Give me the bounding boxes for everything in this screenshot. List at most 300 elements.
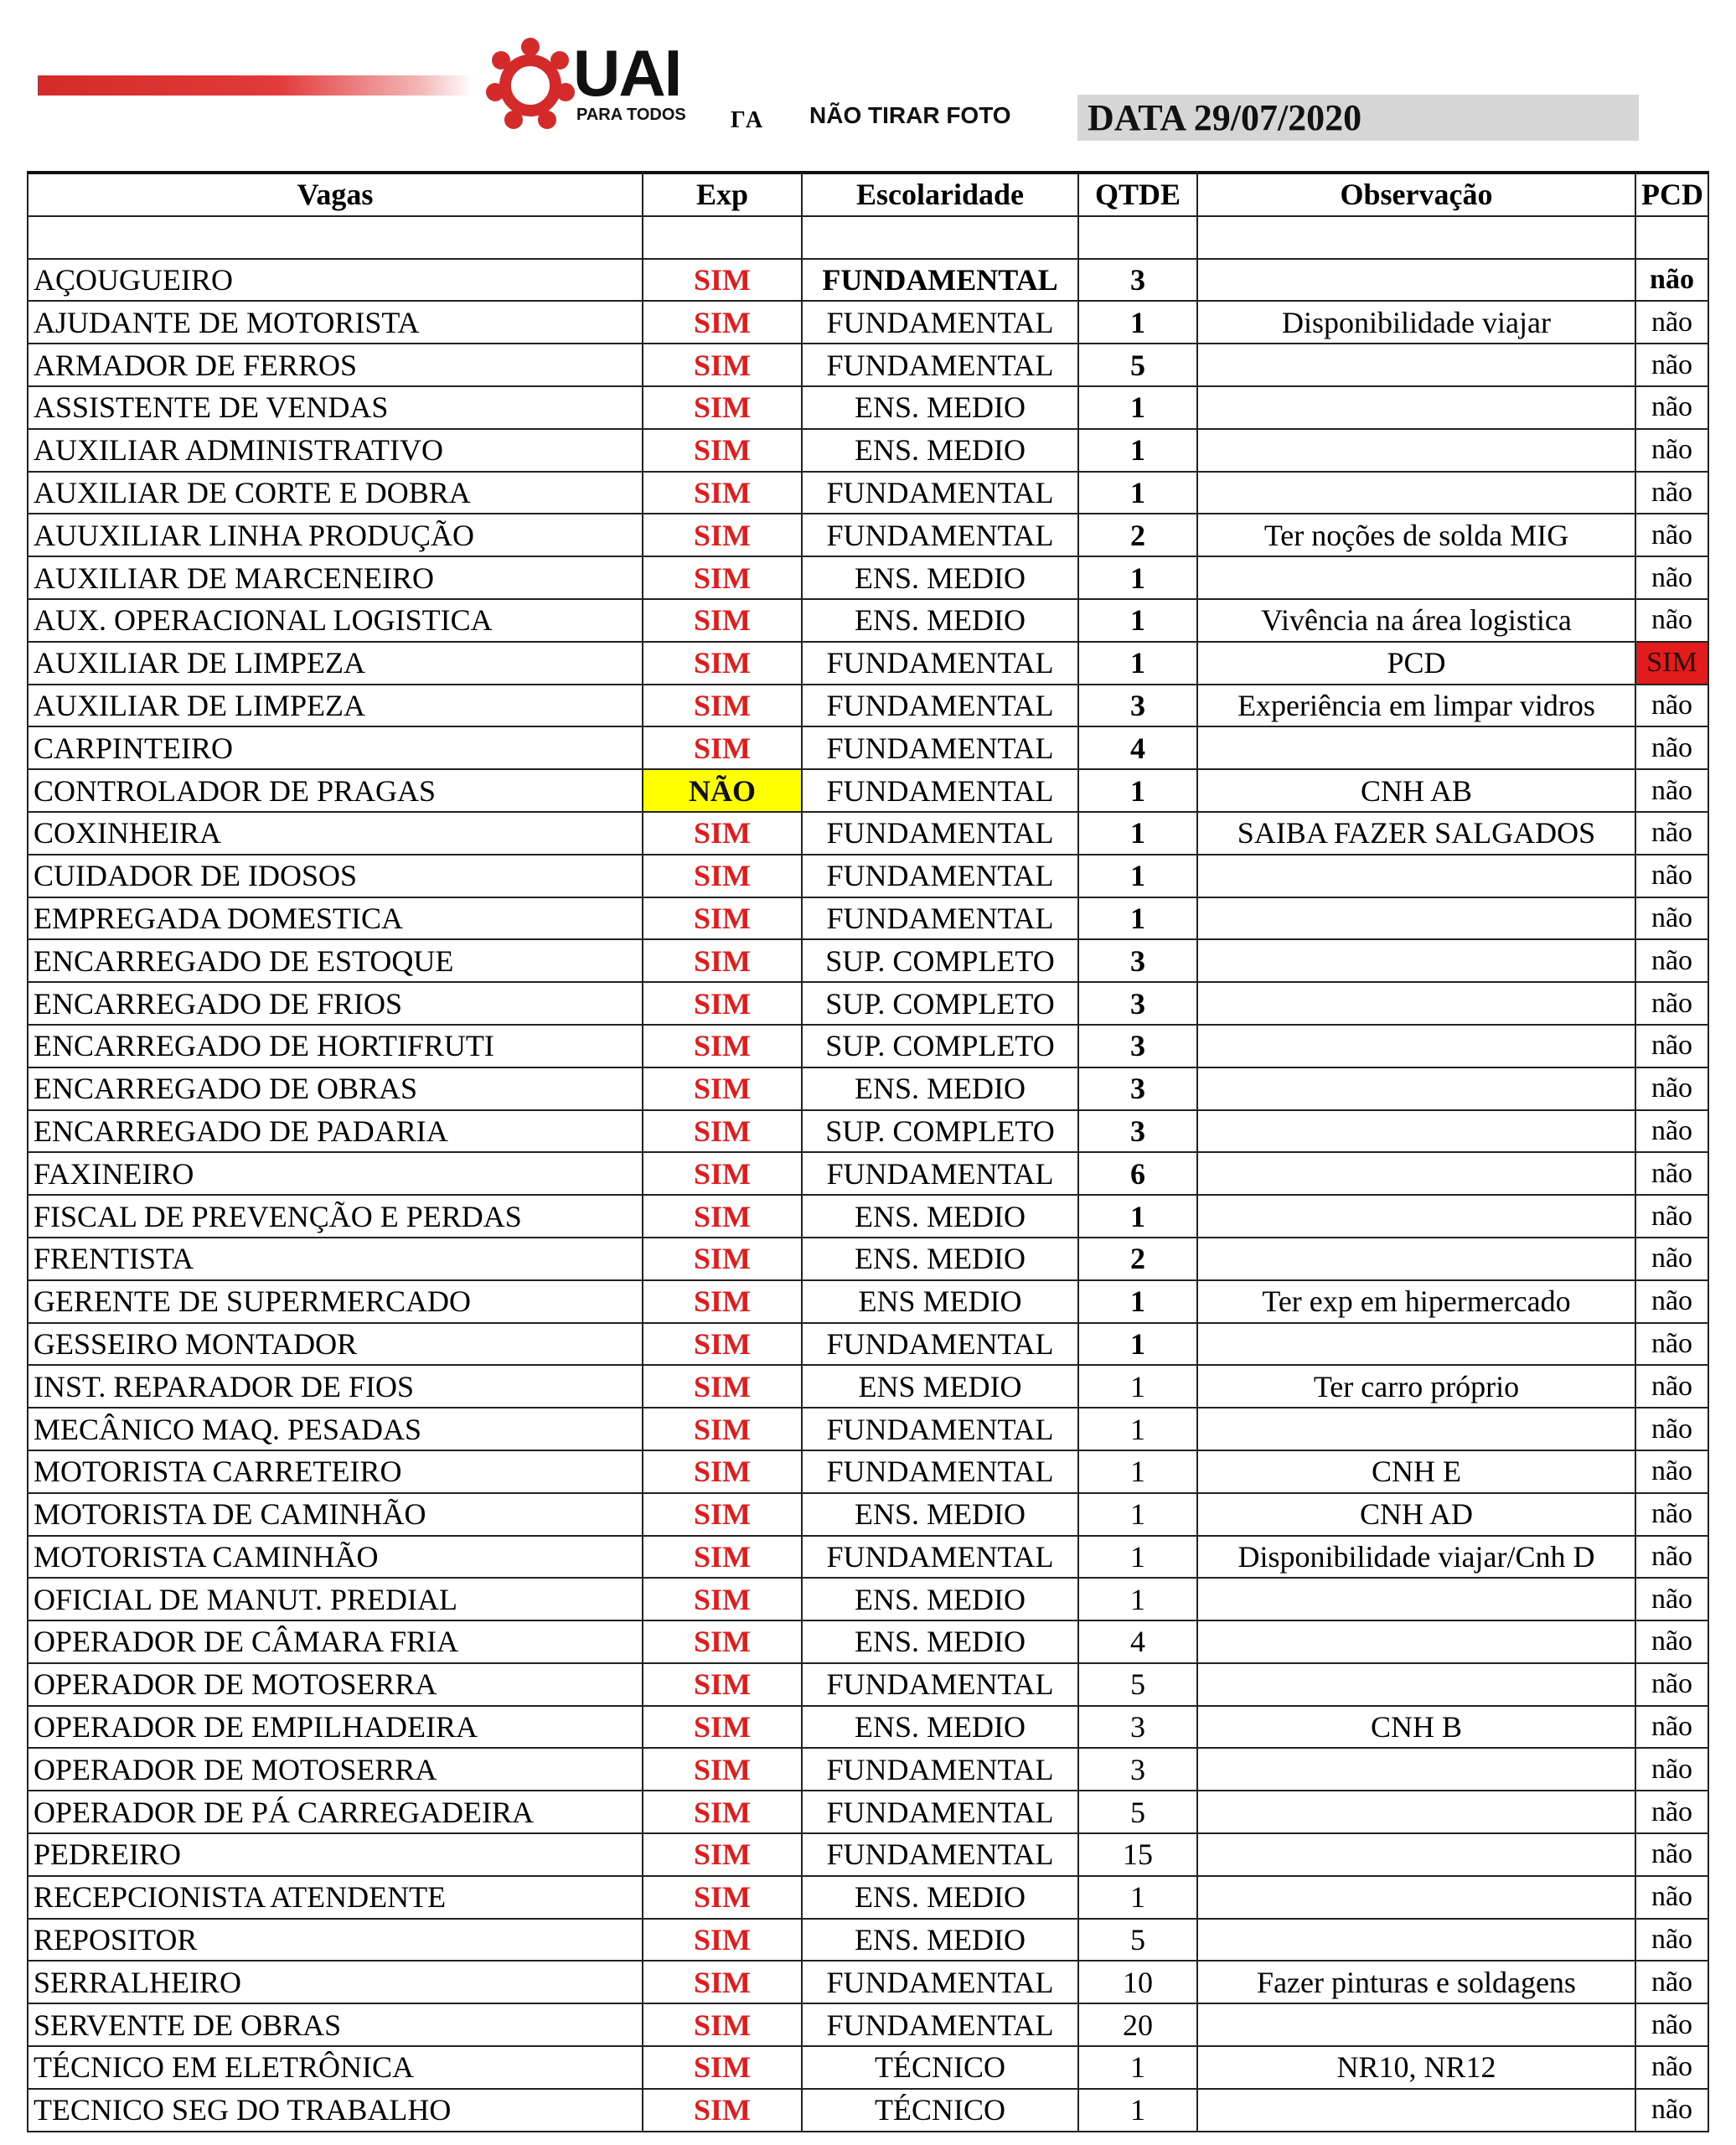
cell-qtde: 1 — [1078, 897, 1197, 940]
cell-escolaridade: ENS. MEDIO — [802, 1919, 1078, 1962]
job-vacancies-table — [27, 171, 1709, 2132]
cell-observacao — [1197, 556, 1635, 599]
table-row — [28, 429, 1708, 472]
cell-exp: SIM — [643, 1450, 802, 1493]
table-row — [28, 642, 1708, 685]
cell-escolaridade: ENS. MEDIO — [802, 1067, 1078, 1110]
cell-vaga: AUUXILIAR LINHA PRODUÇÃO — [28, 514, 643, 556]
cell-qtde: 1 — [1078, 1365, 1197, 1408]
cell-observacao — [1197, 344, 1635, 386]
cell-pcd: não — [1635, 1195, 1708, 1238]
cell-escolaridade: FUNDAMENTAL — [802, 812, 1078, 855]
cell-qtde: 1 — [1078, 1536, 1197, 1579]
cell-vaga: OPERADOR DE EMPILHADEIRA — [28, 1706, 643, 1749]
cell-observacao — [1197, 897, 1635, 940]
cell-escolaridade: FUNDAMENTAL — [802, 344, 1078, 386]
cell-vaga: CUIDADOR DE IDOSOS — [28, 855, 643, 897]
cell-observacao — [1197, 1578, 1635, 1620]
table-row — [28, 1706, 1708, 1749]
cell-vaga: AUXILIAR DE MARCENEIRO — [28, 556, 643, 599]
cell-vaga: AÇOUGUEIRO — [28, 259, 643, 302]
cell-observacao — [1197, 429, 1635, 472]
cell-pcd: não — [1635, 386, 1708, 429]
cell-observacao: CNH B — [1197, 1706, 1635, 1749]
cell-pcd: não — [1635, 1025, 1708, 1067]
table-row — [28, 897, 1708, 940]
cell-vaga: TÉCNICO EM ELETRÔNICA — [28, 2046, 643, 2089]
cell-escolaridade: ENS. MEDIO — [802, 599, 1078, 642]
cell-pcd: não — [1635, 1450, 1708, 1493]
cell-exp: SIM — [643, 642, 802, 685]
cell-pcd: não — [1635, 344, 1708, 386]
cell-escolaridade: FUNDAMENTAL — [802, 726, 1078, 769]
cell-pcd: não — [1635, 1578, 1708, 1620]
cell-observacao — [1197, 982, 1635, 1025]
cell-exp: SIM — [643, 897, 802, 940]
cell-qtde: 1 — [1078, 812, 1197, 855]
cell-exp: SIM — [643, 472, 802, 514]
table-row — [28, 1748, 1708, 1791]
cell-qtde: 1 — [1078, 472, 1197, 514]
cell-observacao — [1197, 1067, 1635, 1110]
cell-exp: SIM — [643, 1961, 802, 2003]
cell-exp: SIM — [643, 1833, 802, 1876]
table-row — [28, 472, 1708, 514]
cell-escolaridade: ENS. MEDIO — [802, 429, 1078, 472]
cell-qtde: 1 — [1078, 1493, 1197, 1536]
cell-exp: SIM — [643, 1919, 802, 1962]
cell-observacao — [1197, 1791, 1635, 1833]
cell-pcd: SIM — [1635, 642, 1708, 685]
cell-vaga: ENCARREGADO DE HORTIFRUTI — [28, 1025, 643, 1067]
table-row — [28, 1833, 1708, 1876]
table-row — [28, 1238, 1708, 1280]
cell-qtde: 3 — [1078, 1706, 1197, 1749]
cell-exp: SIM — [643, 1195, 802, 1238]
cell-pcd: não — [1635, 1110, 1708, 1153]
cell-qtde: 1 — [1078, 1450, 1197, 1493]
cell-escolaridade: FUNDAMENTAL — [802, 1152, 1078, 1195]
cell-pcd: não — [1635, 1833, 1708, 1876]
cell-observacao — [1197, 259, 1635, 302]
cell-pcd: não — [1635, 1706, 1708, 1749]
cell-exp: SIM — [643, 855, 802, 897]
cell-vaga: MOTORISTA CARRETEIRO — [28, 1450, 643, 1493]
date-box — [1077, 95, 1639, 141]
column-header-escolaridade: Escolaridade — [802, 173, 1078, 216]
cell-qtde: 1 — [1078, 1408, 1197, 1450]
cell-qtde: 3 — [1078, 939, 1197, 982]
cell-pcd: não — [1635, 685, 1708, 727]
cell-observacao — [1197, 1238, 1635, 1280]
people-circle-icon — [484, 34, 576, 134]
cell-pcd: não — [1635, 1620, 1708, 1663]
cell-qtde: 4 — [1078, 726, 1197, 769]
cell-exp: SIM — [643, 726, 802, 769]
cell-qtde: 1 — [1078, 1876, 1197, 1919]
cell-vaga: OPERADOR DE CÂMARA FRIA — [28, 1620, 643, 1663]
cell-exp: SIM — [643, 599, 802, 642]
cell-observacao: PCD — [1197, 642, 1635, 685]
cell-pcd: não — [1635, 599, 1708, 642]
table-row — [28, 1663, 1708, 1706]
cell-escolaridade: FUNDAMENTAL — [802, 1450, 1078, 1493]
cell-vaga: AJUDANTE DE MOTORISTA — [28, 301, 643, 344]
cell-vaga: SERVENTE DE OBRAS — [28, 2003, 643, 2046]
table-row — [28, 1195, 1708, 1238]
cell-observacao — [1197, 1323, 1635, 1366]
cell-escolaridade: FUNDAMENTAL — [802, 1408, 1078, 1450]
cell-qtde: 2 — [1078, 514, 1197, 556]
table-row — [28, 1110, 1708, 1153]
cell-escolaridade: ENS MEDIO — [802, 1365, 1078, 1408]
cell-escolaridade: ENS. MEDIO — [802, 1578, 1078, 1620]
cell-pcd: não — [1635, 1280, 1708, 1323]
cell-exp: SIM — [643, 1536, 802, 1579]
table-row — [28, 1493, 1708, 1536]
table-row — [28, 769, 1708, 812]
cell-escolaridade: FUNDAMENTAL — [802, 855, 1078, 897]
column-header-observacao: Observação — [1197, 173, 1635, 216]
cell-pcd: não — [1635, 2003, 1708, 2046]
cell-escolaridade: FUNDAMENTAL — [802, 1536, 1078, 1579]
cell-vaga: RECEPCIONISTA ATENDENTE — [28, 1876, 643, 1919]
cell-escolaridade: FUNDAMENTAL — [802, 514, 1078, 556]
cell-exp: SIM — [643, 685, 802, 727]
header-red-bar — [38, 75, 473, 96]
cell-observacao: CNH AB — [1197, 769, 1635, 812]
cell-observacao — [1197, 855, 1635, 897]
cell-observacao — [1197, 472, 1635, 514]
cell-pcd: não — [1635, 812, 1708, 855]
table-row — [28, 301, 1708, 344]
cell-qtde: 1 — [1078, 1195, 1197, 1238]
cell-qtde: 1 — [1078, 2046, 1197, 2089]
cell-observacao — [1197, 1152, 1635, 1195]
cell-vaga: ARMADOR DE FERROS — [28, 344, 643, 386]
cell-qtde: 1 — [1078, 429, 1197, 472]
cell-pcd: não — [1635, 1238, 1708, 1280]
table-row — [28, 2046, 1708, 2089]
cell-observacao: Ter carro próprio — [1197, 1365, 1635, 1408]
cell-escolaridade: SUP. COMPLETO — [802, 939, 1078, 982]
cell-exp: SIM — [643, 1493, 802, 1536]
cell-observacao — [1197, 1195, 1635, 1238]
cell-escolaridade: ENS. MEDIO — [802, 1706, 1078, 1749]
table-row — [28, 259, 1708, 302]
cell-vaga: ENCARREGADO DE OBRAS — [28, 1067, 643, 1110]
cell-escolaridade: FUNDAMENTAL — [802, 1748, 1078, 1791]
cell-exp: SIM — [643, 1323, 802, 1366]
cell-exp: SIM — [643, 1876, 802, 1919]
cell-escolaridade: FUNDAMENTAL — [802, 1791, 1078, 1833]
table-row — [28, 726, 1708, 769]
cell-escolaridade: FUNDAMENTAL — [802, 897, 1078, 940]
cell-vaga: OPERADOR DE PÁ CARREGADEIRA — [28, 1791, 643, 1833]
cell-observacao: Ter exp em hipermercado — [1197, 1280, 1635, 1323]
table-row — [28, 1450, 1708, 1493]
cell-escolaridade: FUNDAMENTAL — [802, 1833, 1078, 1876]
table-row — [28, 514, 1708, 556]
cell-escolaridade: FUNDAMENTAL — [802, 1663, 1078, 1706]
cell-escolaridade: ENS. MEDIO — [802, 556, 1078, 599]
cell-pcd: não — [1635, 429, 1708, 472]
cell-exp: SIM — [643, 2089, 802, 2132]
cell-escolaridade: SUP. COMPLETO — [802, 982, 1078, 1025]
cell-escolaridade: FUNDAMENTAL — [802, 2003, 1078, 2046]
table-row — [28, 855, 1708, 897]
cell-vaga: PEDREIRO — [28, 1833, 643, 1876]
cell-vaga: MOTORISTA CAMINHÃO — [28, 1536, 643, 1579]
column-header-pcd: PCD — [1635, 173, 1708, 216]
cell-qtde: 4 — [1078, 1620, 1197, 1663]
cell-pcd: não — [1635, 1791, 1708, 1833]
cell-observacao: SAIBA FAZER SALGADOS — [1197, 812, 1635, 855]
cell-qtde: 5 — [1078, 1791, 1197, 1833]
cell-vaga: CONTROLADOR DE PRAGAS — [28, 769, 643, 812]
cell-pcd: não — [1635, 855, 1708, 897]
cell-vaga: ENCARREGADO DE FRIOS — [28, 982, 643, 1025]
cell-vaga: FAXINEIRO — [28, 1152, 643, 1195]
cell-exp: SIM — [643, 514, 802, 556]
cell-pcd: não — [1635, 514, 1708, 556]
cell-qtde: 10 — [1078, 1961, 1197, 2003]
cell-escolaridade: ENS. MEDIO — [802, 386, 1078, 429]
table-row — [28, 1067, 1708, 1110]
cell-pcd: não — [1635, 769, 1708, 812]
cell-exp: SIM — [643, 2003, 802, 2046]
column-header-exp: Exp — [643, 173, 802, 216]
cell-vaga: OPERADOR DE MOTOSERRA — [28, 1748, 643, 1791]
cell-qtde: 1 — [1078, 855, 1197, 897]
cell-observacao — [1197, 386, 1635, 429]
cell-vaga: COXINHEIRA — [28, 812, 643, 855]
cell-qtde: 5 — [1078, 1663, 1197, 1706]
cell-pcd: não — [1635, 2046, 1708, 2089]
cell-qtde: 1 — [1078, 1578, 1197, 1620]
cell-observacao — [1197, 1748, 1635, 1791]
cell-qtde: 20 — [1078, 2003, 1197, 2046]
cell-pcd: não — [1635, 301, 1708, 344]
cell-pcd: não — [1635, 1152, 1708, 1195]
cell-vaga: AUXILIAR DE LIMPEZA — [28, 642, 643, 685]
cell-vaga: FRENTISTA — [28, 1238, 643, 1280]
cell-exp: SIM — [643, 1706, 802, 1749]
cell-qtde: 3 — [1078, 259, 1197, 302]
column-header-qtde: QTDE — [1078, 173, 1197, 216]
cell-qtde: 3 — [1078, 1067, 1197, 1110]
cell-observacao — [1197, 1110, 1635, 1153]
no-photo-notice: NÃO TIRAR FOTO — [809, 102, 1011, 128]
table-row — [28, 982, 1708, 1025]
table-row — [28, 1961, 1708, 2003]
table-row — [28, 812, 1708, 855]
cell-pcd: não — [1635, 726, 1708, 769]
cell-exp: SIM — [643, 1620, 802, 1663]
cell-exp: SIM — [643, 1791, 802, 1833]
cell-pcd: não — [1635, 2089, 1708, 2132]
table-row — [28, 1365, 1708, 1408]
cell-exp: SIM — [643, 1025, 802, 1067]
cell-qtde: 1 — [1078, 599, 1197, 642]
cell-exp: SIM — [643, 1748, 802, 1791]
cell-exp: SIM — [643, 1152, 802, 1195]
cell-exp: SIM — [643, 344, 802, 386]
cell-qtde: 1 — [1078, 642, 1197, 685]
cell-exp: SIM — [643, 812, 802, 855]
cell-observacao — [1197, 1663, 1635, 1706]
cell-qtde: 1 — [1078, 769, 1197, 812]
cell-vaga: OFICIAL DE MANUT. PREDIAL — [28, 1578, 643, 1620]
date-text: DATA 29/07/2020 — [1088, 97, 1362, 138]
cell-vaga: GESSEIRO MONTADOR — [28, 1323, 643, 1366]
cell-escolaridade: SUP. COMPLETO — [802, 1025, 1078, 1067]
cell-vaga: MOTORISTA DE CAMINHÃO — [28, 1493, 643, 1536]
table-row — [28, 1025, 1708, 1067]
cell-exp: SIM — [643, 556, 802, 599]
table-row — [28, 556, 1708, 599]
cell-exp: SIM — [643, 1578, 802, 1620]
cell-vaga: ENCARREGADO DE ESTOQUE — [28, 939, 643, 982]
cell-escolaridade: ENS MEDIO — [802, 1280, 1078, 1323]
cell-vaga: ASSISTENTE DE VENDAS — [28, 386, 643, 429]
cell-pcd: não — [1635, 1365, 1708, 1408]
cell-vaga: TECNICO SEG DO TRABALHO — [28, 2089, 643, 2132]
cell-pcd: não — [1635, 1408, 1708, 1450]
cell-vaga: SERRALHEIRO — [28, 1961, 643, 2003]
cell-escolaridade: FUNDAMENTAL — [802, 301, 1078, 344]
cell-vaga: MECÂNICO MAQ. PESADAS — [28, 1408, 643, 1450]
cell-observacao: Vivência na área logistica — [1197, 599, 1635, 642]
cell-observacao: Disponibilidade viajar/Cnh D — [1197, 1536, 1635, 1579]
cell-qtde: 1 — [1078, 301, 1197, 344]
cell-qtde: 1 — [1078, 1280, 1197, 1323]
cell-qtde: 2 — [1078, 1238, 1197, 1280]
cell-observacao — [1197, 1025, 1635, 1067]
cell-observacao — [1197, 1620, 1635, 1663]
cell-pcd: não — [1635, 982, 1708, 1025]
partial-text: ΓA — [731, 107, 763, 133]
cell-escolaridade: ENS. MEDIO — [802, 1493, 1078, 1536]
cell-qtde: 1 — [1078, 1323, 1197, 1366]
cell-vaga: AUX. OPERACIONAL LOGISTICA — [28, 599, 643, 642]
cell-pcd: não — [1635, 1493, 1708, 1536]
cell-qtde: 1 — [1078, 2089, 1197, 2132]
cell-qtde: 3 — [1078, 1748, 1197, 1791]
cell-pcd: não — [1635, 259, 1708, 302]
cell-exp: SIM — [643, 1280, 802, 1323]
cell-vaga: EMPREGADA DOMESTICA — [28, 897, 643, 940]
cell-qtde: 5 — [1078, 344, 1197, 386]
cell-escolaridade: ENS. MEDIO — [802, 1620, 1078, 1663]
cell-pcd: não — [1635, 1919, 1708, 1962]
cell-vaga: CARPINTEIRO — [28, 726, 643, 769]
cell-escolaridade: TÉCNICO — [802, 2046, 1078, 2089]
cell-pcd: não — [1635, 1961, 1708, 2003]
cell-observacao — [1197, 726, 1635, 769]
table-row — [28, 1876, 1708, 1919]
table-row — [28, 599, 1708, 642]
table-row — [28, 1280, 1708, 1323]
cell-observacao — [1197, 1919, 1635, 1962]
cell-vaga: INST. REPARADOR DE FIOS — [28, 1365, 643, 1408]
cell-escolaridade: FUNDAMENTAL — [802, 259, 1078, 302]
cell-pcd: não — [1635, 1748, 1708, 1791]
cell-vaga: OPERADOR DE MOTOSERRA — [28, 1663, 643, 1706]
cell-exp: SIM — [643, 259, 802, 302]
cell-pcd: não — [1635, 556, 1708, 599]
cell-vaga: AUXILIAR DE LIMPEZA — [28, 685, 643, 727]
cell-pcd: não — [1635, 939, 1708, 982]
table-header-row — [28, 173, 1708, 216]
cell-escolaridade: ENS. MEDIO — [802, 1876, 1078, 1919]
table-row — [28, 1536, 1708, 1579]
cell-qtde: 1 — [1078, 386, 1197, 429]
table-row — [28, 685, 1708, 727]
table-row — [28, 1152, 1708, 1195]
cell-escolaridade: FUNDAMENTAL — [802, 1323, 1078, 1366]
cell-observacao — [1197, 939, 1635, 982]
cell-exp: SIM — [643, 429, 802, 472]
cell-pcd: não — [1635, 1536, 1708, 1579]
cell-qtde: 5 — [1078, 1919, 1197, 1962]
cell-vaga: AUXILIAR ADMINISTRATIVO — [28, 429, 643, 472]
cell-qtde: 15 — [1078, 1833, 1197, 1876]
cell-exp: SIM — [643, 1067, 802, 1110]
cell-pcd: não — [1635, 472, 1708, 514]
cell-observacao — [1197, 1876, 1635, 1919]
cell-vaga: AUXILIAR DE CORTE E DOBRA — [28, 472, 643, 514]
cell-exp: SIM — [643, 1110, 802, 1153]
cell-exp: NÃO — [643, 769, 802, 812]
cell-exp: SIM — [643, 1365, 802, 1408]
table-row — [28, 1791, 1708, 1833]
cell-observacao — [1197, 2089, 1635, 2132]
cell-exp: SIM — [643, 1663, 802, 1706]
table-row — [28, 1408, 1708, 1450]
page-header — [0, 0, 1736, 168]
table-row — [28, 386, 1708, 429]
cell-escolaridade: FUNDAMENTAL — [802, 685, 1078, 727]
table-row — [28, 1620, 1708, 1663]
cell-escolaridade: FUNDAMENTAL — [802, 472, 1078, 514]
cell-exp: SIM — [643, 301, 802, 344]
table-row — [28, 939, 1708, 982]
cell-exp: SIM — [643, 1238, 802, 1280]
cell-exp: SIM — [643, 2046, 802, 2089]
cell-observacao: CNH AD — [1197, 1493, 1635, 1536]
table-row — [28, 1578, 1708, 1620]
cell-vaga: REPOSITOR — [28, 1919, 643, 1962]
cell-observacao: Ter noções de solda MIG — [1197, 514, 1635, 556]
cell-exp: SIM — [643, 939, 802, 982]
cell-qtde: 6 — [1078, 1152, 1197, 1195]
table-row — [28, 1323, 1708, 1366]
cell-pcd: não — [1635, 1067, 1708, 1110]
cell-vaga: FISCAL DE PREVENÇÃO E PERDAS — [28, 1195, 643, 1238]
cell-qtde: 3 — [1078, 685, 1197, 727]
cell-escolaridade: TÉCNICO — [802, 2089, 1078, 2132]
cell-vaga: ENCARREGADO DE PADARIA — [28, 1110, 643, 1153]
cell-escolaridade: FUNDAMENTAL — [802, 642, 1078, 685]
cell-qtde: 3 — [1078, 982, 1197, 1025]
cell-observacao: Experiência em limpar vidros — [1197, 685, 1635, 727]
cell-pcd: não — [1635, 1663, 1708, 1706]
cell-exp: SIM — [643, 982, 802, 1025]
cell-pcd: não — [1635, 1876, 1708, 1919]
table-row — [28, 2089, 1708, 2132]
cell-qtde: 3 — [1078, 1025, 1197, 1067]
